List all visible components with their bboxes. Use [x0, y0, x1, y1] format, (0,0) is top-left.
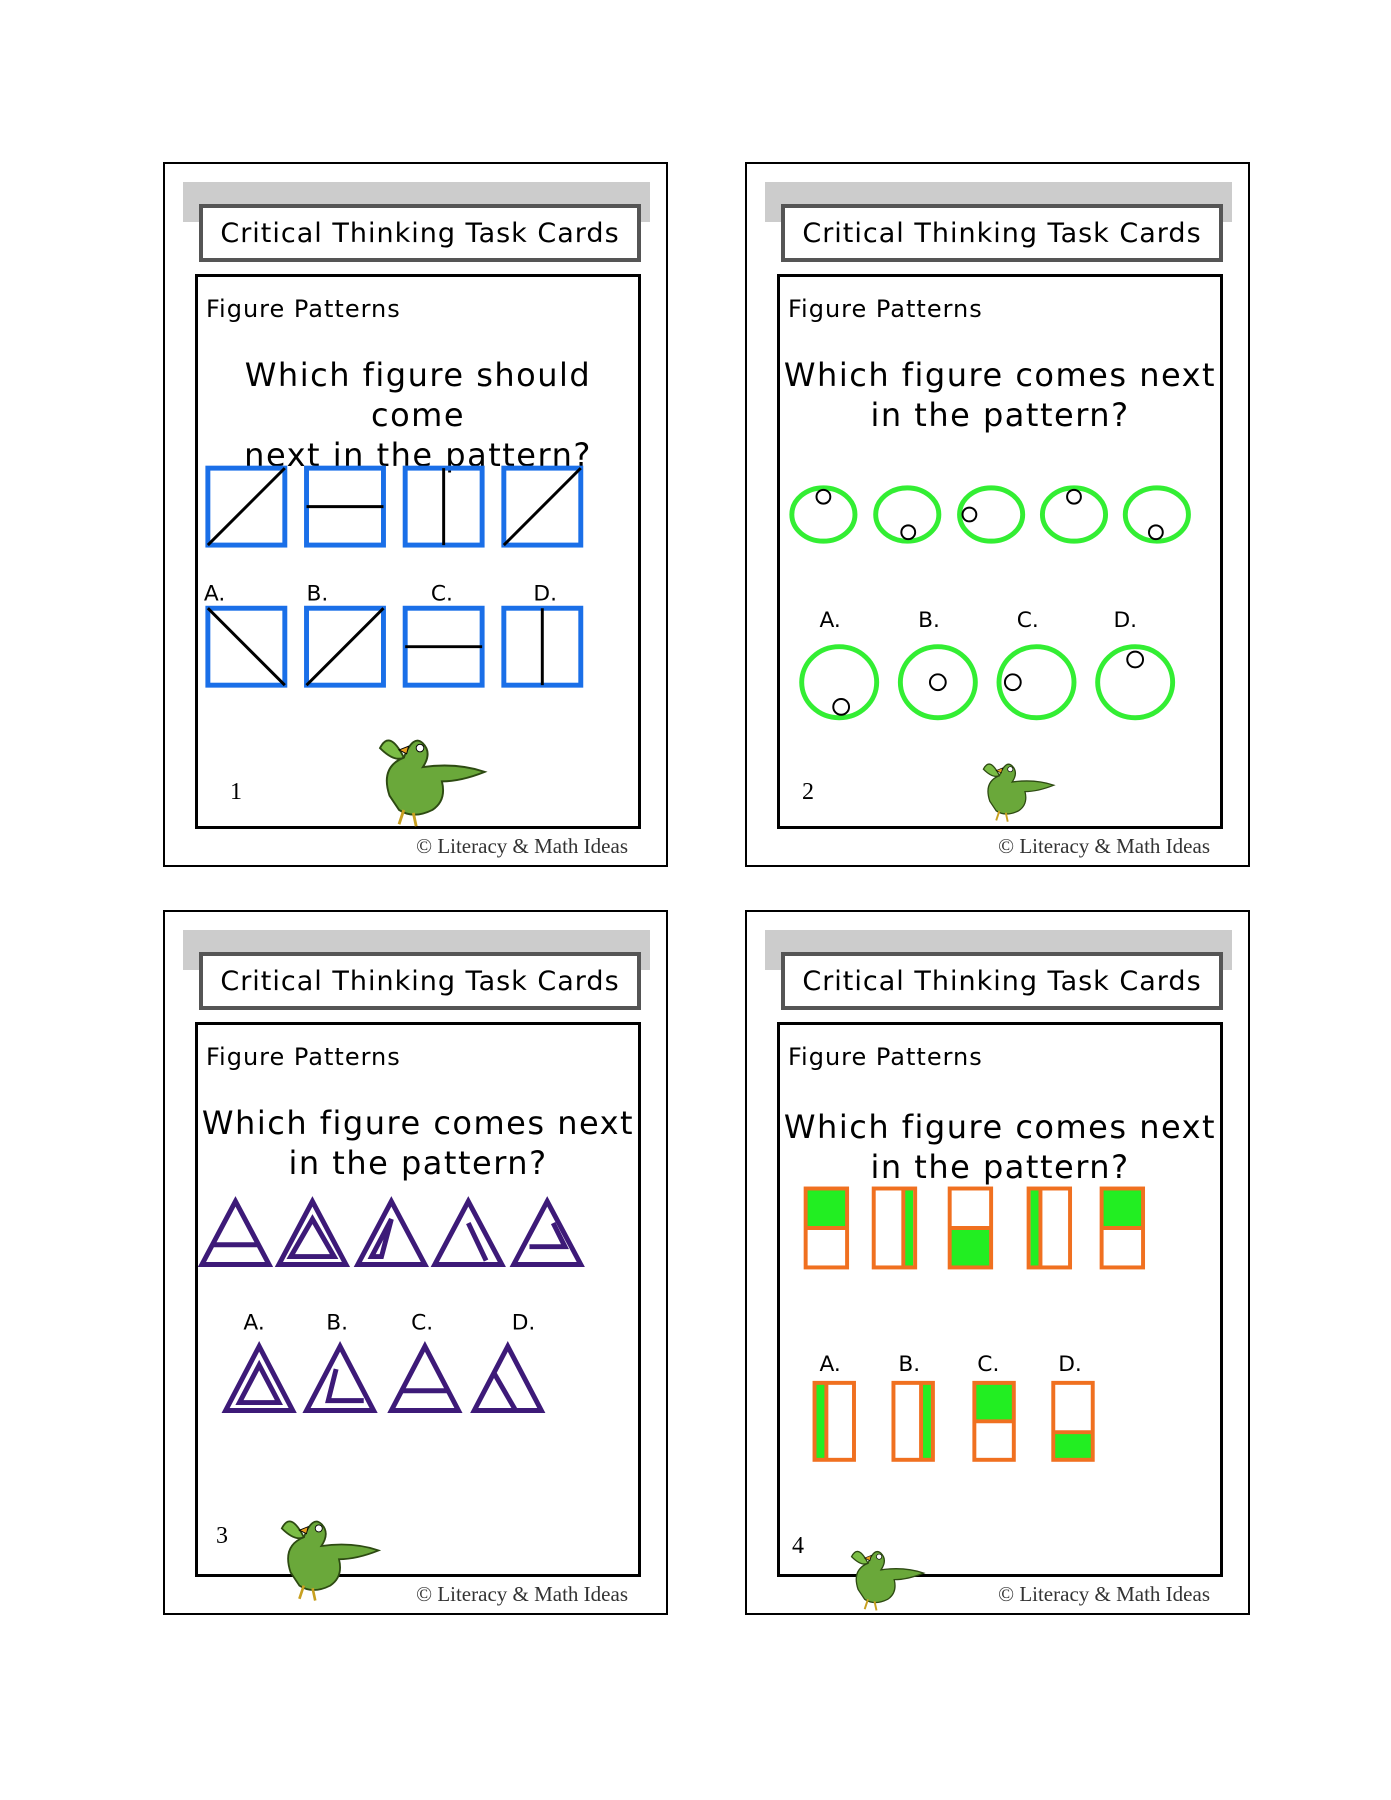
answer-triangle-c — [391, 1346, 458, 1410]
pattern-square-4 — [504, 468, 581, 545]
pattern-square-1 — [208, 468, 285, 545]
question-line-2: in the pattern? — [870, 1148, 1130, 1186]
answer-square-b — [307, 608, 384, 685]
pattern-square-3 — [405, 468, 482, 545]
task-card-4 — [745, 910, 1250, 1615]
card-header: Critical Thinking Task Cards — [199, 204, 641, 262]
question-line-1: Which figure should come — [244, 356, 592, 434]
answer-square-c — [405, 608, 482, 685]
copyright: © Literacy & Math Ideas — [998, 834, 1210, 858]
subtitle: Figure Patterns — [206, 295, 401, 323]
pattern-triangle-3 — [358, 1201, 425, 1264]
answer-rect-a — [815, 1383, 854, 1460]
question-line-2: in the pattern? — [288, 1144, 548, 1182]
card-header: Critical Thinking Task Cards — [199, 952, 641, 1010]
pattern-square-2 — [307, 468, 384, 545]
parrot-mascot — [370, 729, 490, 829]
answer-triangle-d — [474, 1346, 541, 1410]
pattern-circle-1 — [792, 488, 855, 541]
copyright: © Literacy & Math Ideas — [416, 834, 628, 858]
pattern-triangle-1 — [202, 1201, 269, 1264]
answer-label-d: D. — [1113, 607, 1138, 633]
card-number: 3 — [216, 1523, 228, 1549]
answer-label-d: D. — [1058, 1352, 1082, 1378]
answer-circle-a — [802, 647, 877, 718]
answer-label-c: C. — [430, 581, 453, 607]
answer-label-b: B. — [918, 607, 940, 633]
parrot-mascot — [273, 1507, 383, 1607]
pattern-rect-1 — [806, 1189, 847, 1268]
subtitle: Figure Patterns — [206, 1043, 401, 1071]
card-body — [777, 1022, 1223, 1577]
answer-label-b: B. — [326, 1310, 349, 1336]
pattern-rect-5 — [1102, 1189, 1143, 1268]
copyright: © Literacy & Math Ideas — [998, 1582, 1210, 1606]
answer-label-c: C. — [977, 1352, 1000, 1378]
question-line-1: Which figure comes next — [201, 1104, 635, 1142]
answer-rect-d — [1053, 1383, 1092, 1460]
answer-circle-c — [999, 647, 1074, 718]
pattern-figures — [198, 1025, 638, 1574]
card-number: 2 — [802, 779, 814, 805]
pattern-circle-4 — [1042, 488, 1105, 541]
parrot-mascot — [845, 1542, 927, 1614]
card-body — [195, 1022, 641, 1577]
pattern-circle-5 — [1125, 488, 1188, 541]
question-line-1: Which figure comes next — [783, 356, 1217, 394]
pattern-figures — [780, 1025, 1220, 1574]
card-body — [777, 274, 1223, 829]
answer-label-d: D. — [533, 581, 558, 607]
answer-label-c: C. — [411, 1310, 434, 1336]
card-header: Critical Thinking Task Cards — [781, 204, 1223, 262]
pattern-figures — [780, 277, 1220, 826]
parrot-mascot — [977, 754, 1057, 826]
answer-square-d — [504, 608, 581, 685]
answer-label-c: C. — [1016, 607, 1039, 633]
question-line-1: Which figure comes next — [783, 1108, 1217, 1146]
answer-label-b: B. — [898, 1352, 921, 1378]
pattern-circle-2 — [876, 488, 939, 541]
card-number: 4 — [792, 1533, 804, 1559]
pattern-circle-3 — [960, 488, 1023, 541]
answer-triangle-b — [307, 1346, 374, 1410]
subtitle: Figure Patterns — [788, 1043, 983, 1071]
pattern-triangle-5 — [514, 1201, 581, 1264]
card-header: Critical Thinking Task Cards — [781, 952, 1223, 1010]
answer-square-a — [208, 608, 285, 685]
answer-label-d: D. — [511, 1310, 536, 1336]
answer-rect-b — [893, 1383, 932, 1460]
answer-label-a: A. — [203, 581, 226, 607]
subtitle: Figure Patterns — [788, 295, 983, 323]
answer-label-a: A. — [819, 607, 841, 633]
answer-circle-d — [1098, 647, 1173, 718]
answer-label-a: A. — [819, 1352, 841, 1378]
question-line-2: in the pattern? — [870, 396, 1130, 434]
pattern-triangle-4 — [435, 1201, 502, 1264]
question-line-2: next in the pattern? — [244, 436, 592, 474]
card-number: 1 — [230, 779, 242, 805]
pattern-rect-2 — [874, 1189, 915, 1268]
task-card-1 — [163, 162, 668, 867]
answer-label-b: B. — [306, 581, 329, 607]
pattern-triangle-2 — [279, 1201, 346, 1264]
answer-label-a: A. — [243, 1310, 265, 1336]
answer-circle-b — [900, 647, 975, 718]
task-card-3 — [163, 910, 668, 1615]
answer-triangle-a — [226, 1346, 293, 1410]
pattern-rect-3 — [950, 1189, 991, 1268]
answer-rect-c — [974, 1383, 1013, 1460]
pattern-rect-4 — [1029, 1189, 1070, 1268]
copyright: © Literacy & Math Ideas — [416, 1582, 628, 1606]
task-card-2 — [745, 162, 1250, 867]
